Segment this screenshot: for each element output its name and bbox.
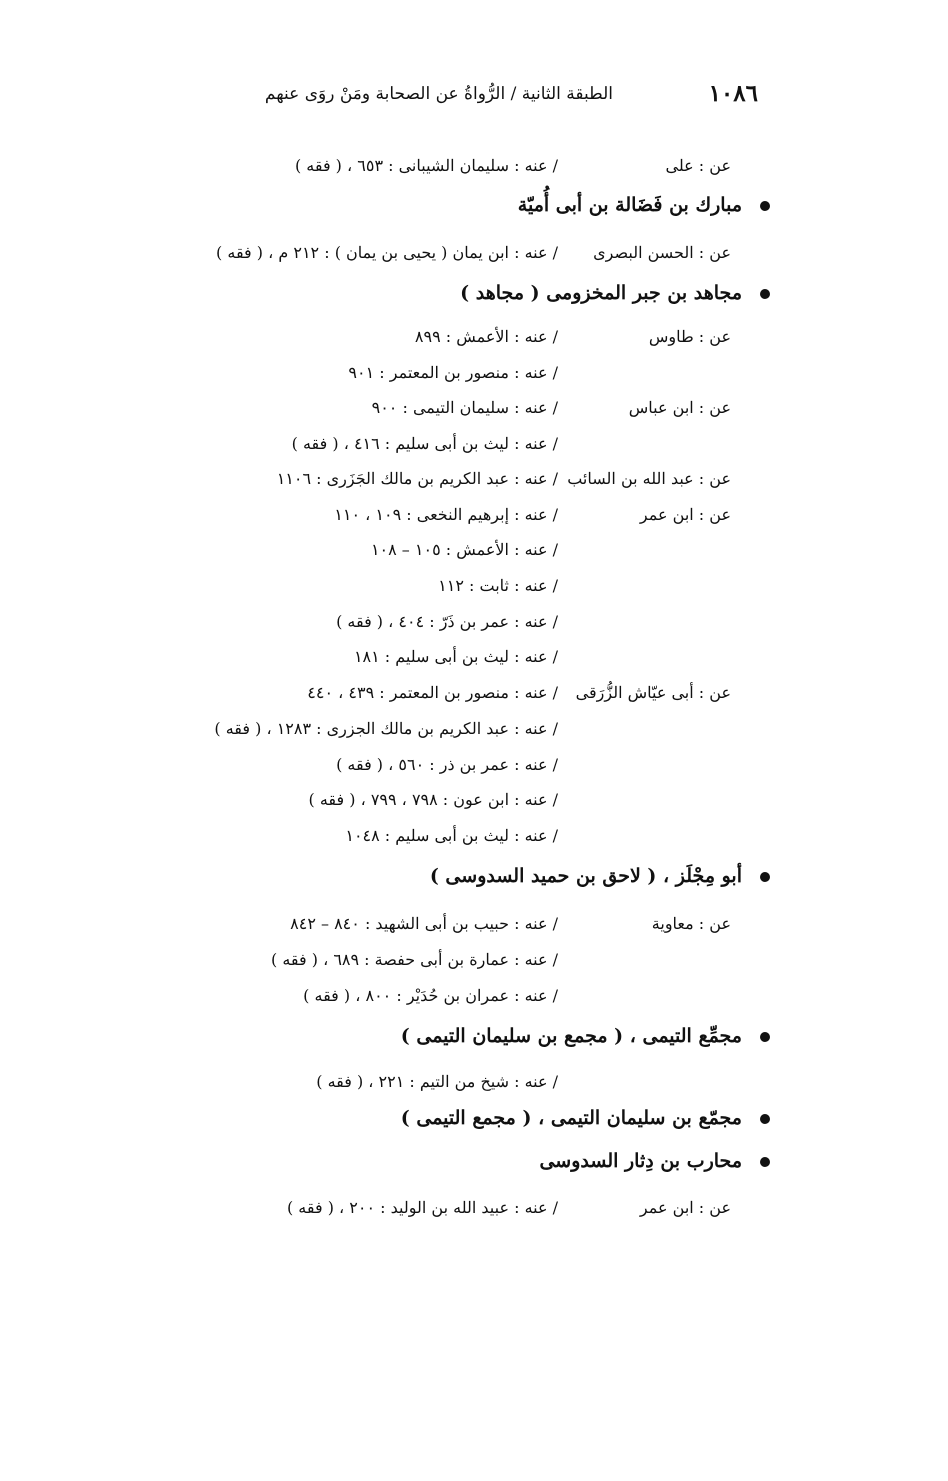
transmitter-entry: / عنه : ليث بن أبى سليم : ١٠٤٨ [345, 826, 558, 845]
page-header [198, 80, 758, 114]
narrator-heading [401, 1025, 770, 1047]
transmitter-entry: / عنه : إبرهيم النخعى : ١٠٩ ، ١١٠ [334, 505, 558, 524]
transmitter-entry: / عنه : عمر بن ذر : ٥٦٠ ، ( فقه ) [336, 755, 558, 774]
transmitter-entry: / عنه : ابن عون : ٧٩٨ ، ٧٩٩ ، ( فقه ) [308, 790, 558, 809]
transmitter-entry: / عنه : حبيب بن أبى الشهيد : ٨٤٠ – ٨٤٢ [290, 914, 558, 933]
narrator-heading [401, 1107, 770, 1129]
transmitter-entry: / عنه : ابن يمان ( يحيى بن يمان ) : ٢١٢ م ، ( فقه ) [216, 243, 558, 262]
transmitter-entry: / عنه : عمارة بن أبى حفصة : ٦٨٩ ، ( فقه ) [271, 950, 558, 969]
from-source: عن : طاوس [648, 327, 731, 346]
transmitter-entry: / عنه : شيخ من التيم : ٢٢١ ، ( فقه ) [316, 1072, 558, 1091]
page-number: ١٠٨٦ [708, 80, 758, 107]
narrator-name: مبارك بن فَضَالة بن أبى أُميّة [517, 194, 742, 216]
from-source: عن : الحسن البصرى [593, 243, 731, 262]
narrator-name: مجمِّع التيمى ، ( مجمع بن سليمان التيمى ) [400, 1025, 742, 1047]
transmitter-entry: / عنه : عبد الكريم بن مالك الجَزَرى : ١١٠٦ [276, 469, 558, 488]
from-source: عن : عبد الله بن السائب [567, 469, 731, 488]
transmitter-entry: / عنه : الأعمش : ١٠٥ – ١٠٨ [370, 540, 558, 559]
bullet-icon [760, 1114, 770, 1124]
from-source: عن : ابن عباس [628, 398, 731, 417]
transmitter-entry: / عنه : عمر بن ذَرّ : ٤٠٤ ، ( فقه ) [336, 612, 558, 631]
transmitter-entry: / عنه : ليث بن أبى سليم : ١٨١ [353, 647, 558, 666]
bullet-icon [760, 872, 770, 882]
narrator-heading [430, 865, 770, 887]
running-title: الطبقة الثانية / الرُّواةُ عن الصحابة ومَنْ روَى عنهم [264, 84, 613, 104]
transmitter-entry: / عنه : سليمان التيمى : ٩٠٠ [371, 398, 558, 417]
narrator-name: أبو مِجْلَز ، ( لاحق بن حميد السدوسى ) [429, 865, 742, 887]
narrator-name: مجمّع بن سليمان التيمى ، ( مجمع التيمى ) [400, 1107, 742, 1129]
transmitter-entry: / عنه : منصور بن المعتمر : ٤٣٩ ، ٤٤٠ [307, 683, 558, 702]
transmitter-entry: / عنه : سليمان الشيبانى : ٦٥٣ ، ( فقه ) [294, 156, 558, 175]
narrator-name: محارب بن دِثار السدوسى [539, 1150, 742, 1172]
bullet-icon [760, 289, 770, 299]
narrator-name: مجاهد بن جبر المخزومى ( مجاهد ) [460, 282, 742, 304]
transmitter-entry: / عنه : عبد الكريم بن مالك الجزرى : ١٢٨٣ ، ( فقه ) [214, 719, 558, 738]
narrator-heading [518, 194, 770, 216]
narrator-heading [460, 282, 770, 304]
transmitter-entry: / عنه : عمران بن حُدَيْر : ٨٠٠ ، ( فقه ) [303, 986, 558, 1005]
from-source: عن : معاوية [651, 914, 731, 933]
transmitter-entry: / عنه : منصور بن المعتمر : ٩٠١ [348, 363, 558, 382]
transmitter-entry: / عنه : الأعمش : ٨٩٩ [414, 327, 558, 346]
bullet-icon [760, 1157, 770, 1167]
transmitter-entry: / عنه : عبيد الله بن الوليد : ٢٠٠ ، ( فقه ) [286, 1198, 558, 1217]
transmitter-entry: / عنه : ثابت : ١١٢ [438, 576, 558, 595]
narrator-heading [539, 1150, 770, 1172]
from-source: عن : ابن عمر [639, 1198, 731, 1217]
bullet-icon [760, 201, 770, 211]
from-source: عن : ابن عمر [639, 505, 731, 524]
bullet-icon [760, 1032, 770, 1042]
from-source: عن : أبى عيّاش الزُّرَقى [575, 683, 731, 702]
from-source: عن : على [665, 156, 731, 175]
transmitter-entry: / عنه : ليث بن أبى سليم : ٤١٦ ، ( فقه ) [291, 434, 558, 453]
